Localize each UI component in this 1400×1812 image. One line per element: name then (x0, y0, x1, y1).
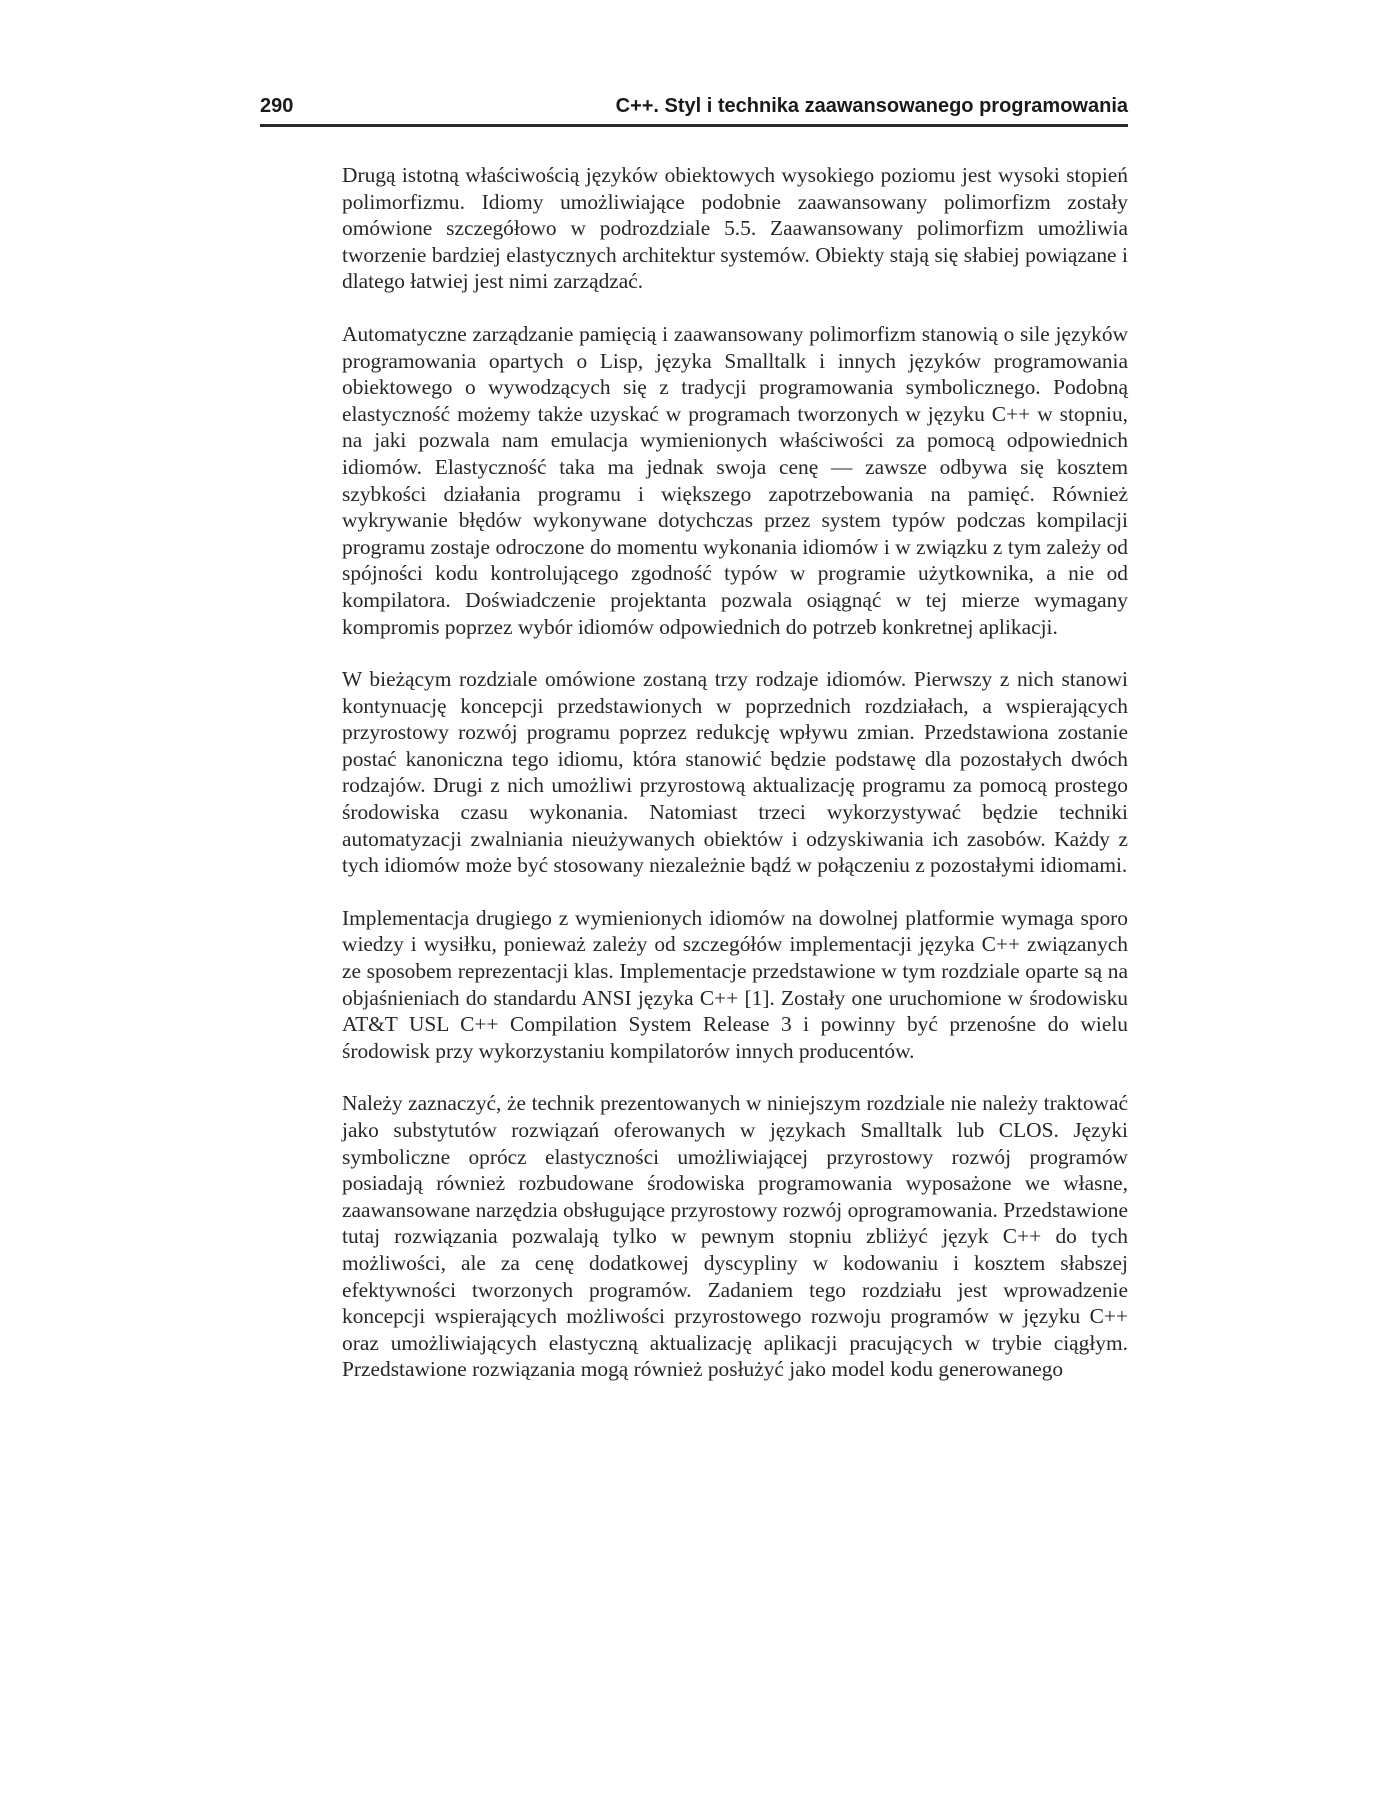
paragraph: Należy zaznaczyć, że technik prezentowanych w niniejszym rozdziale nie należy traktować jako substytutów rozwiązań oferowanych w językach Smalltalk lub CLOS. Języki symboliczne oprócz elastyczności umożliwiającej przyrostowy rozwój programów posiadają również rozbudowane środowiska programowania wyposażone we własne, zaawansowane narzędzia obsługujące przyrostowy rozwój oprogramowania. Przedstawione tutaj rozwiązania pozwalają tylko w pewnym stopniu zbliżyć język C++ do tych możliwości, ale za cenę dodatkowej dyscypliny w kodowaniu i kosztem słabszej efektywności tworzonych programów. Zadaniem tego rozdziału jest wprowadzenie koncepcji wspierających możliwości przyrostowego rozwoju programów w języku C++ oraz umożliwiających elastyczną aktualizację aplikacji pracujących w trybie ciągłym. Przedstawione rozwiązania mogą również posłużyć jako model kodu generowanego (342, 1091, 1128, 1382)
running-header (260, 95, 1128, 125)
paragraph: Drugą istotną właściwością języków obiektowych wysokiego poziomu jest wysoki stopień polimorfizmu. Idiomy umożliwiające podobnie zaawansowany polimorfizm zostały omówione szczegółowo w podrozdziale 5.5. Zaawansowany polimorfizm umożliwia tworzenie bardziej elastycznych architektur systemów. Obiekty stają się słabiej powiązane i dlatego łatwiej jest nimi zarządzać. (342, 163, 1128, 294)
paragraph: Implementacja drugiego z wymienionych idiomów na dowolnej platformie wymaga sporo wiedzy i wysiłku, ponieważ zależy od szczegółów implementacji języka C++ związanych ze sposobem reprezentacji klas. Implementacje przedstawione w tym rozdziale oparte są na objaśnieniach do standardu ANSI języka C++ [1]. Zostały one uruchomione w środowisku AT&T USL C++ Compilation System Release 3 i powinny być przenośne do wielu środowisk przy wykorzystaniu kompilatorów innych producentów. (342, 905, 1128, 1063)
header-rule (260, 124, 1128, 127)
paragraph: Automatyczne zarządzanie pamięcią i zaawansowany polimorfizm stanowią o sile języków programowania opartych o Lisp, języka Smalltalk i innych języków programowania obiektowego o wywodzących się z tradycji programowania symbolicznego. Podobną elastyczność możemy także uzyskać w programach tworzonych w języku C++ w stopniu, na jaki pozwala nam emulacja wymienionych właściwości za pomocą odpowiednich idiomów. Elastyczność taka ma jednak swoja cenę — zawsze odbywa się kosztem szybkości działania programu i większego zapotrzebowania na pamięć. Również wykrywanie błędów wykonywane dotychczas przez system typów podczas kompilacji programu zostaje odroczone do momentu wykonania idiomów i w związku z tym zależy od spójności kodu kontrolującego zgodność typów w programie użytkownika, a nie od kompilatora. Doświadczenie projektanta pozwala osiągnąć w tej mierze wymagany kompromis poprzez wybór idiomów odpowiednich do potrzeb konkretnej aplikacji. (342, 321, 1128, 639)
paragraph: W bieżącym rozdziale omówione zostaną trzy rodzaje idiomów. Pierwszy z nich stanowi kontynuację koncepcji przedstawionych w poprzednich rozdziałach, a wspierających przyrostowy rozwój programu poprzez redukcję wpływu zmian. Przedstawiona zostanie postać kanoniczna tego idiomu, która stanowić będzie podstawę dla pozostałych dwóch rodzajów. Drugi z nich umożliwi przyrostową aktualizację programu za pomocą prostego środowiska czasu wykonania. Natomiast trzeci wykorzystywać będzie techniki automatyzacji zwalniania nieużywanych obiektów i odzyskiwania ich zasobów. Każdy z tych idiomów może być stosowany niezależnie bądź w połączeniu z pozostałymi idiomami. (342, 667, 1128, 878)
book-title: C++. Styl i technika zaawansowanego programowania (615, 95, 1128, 117)
body-text (342, 162, 1128, 1409)
page-number: 290 (260, 95, 294, 117)
